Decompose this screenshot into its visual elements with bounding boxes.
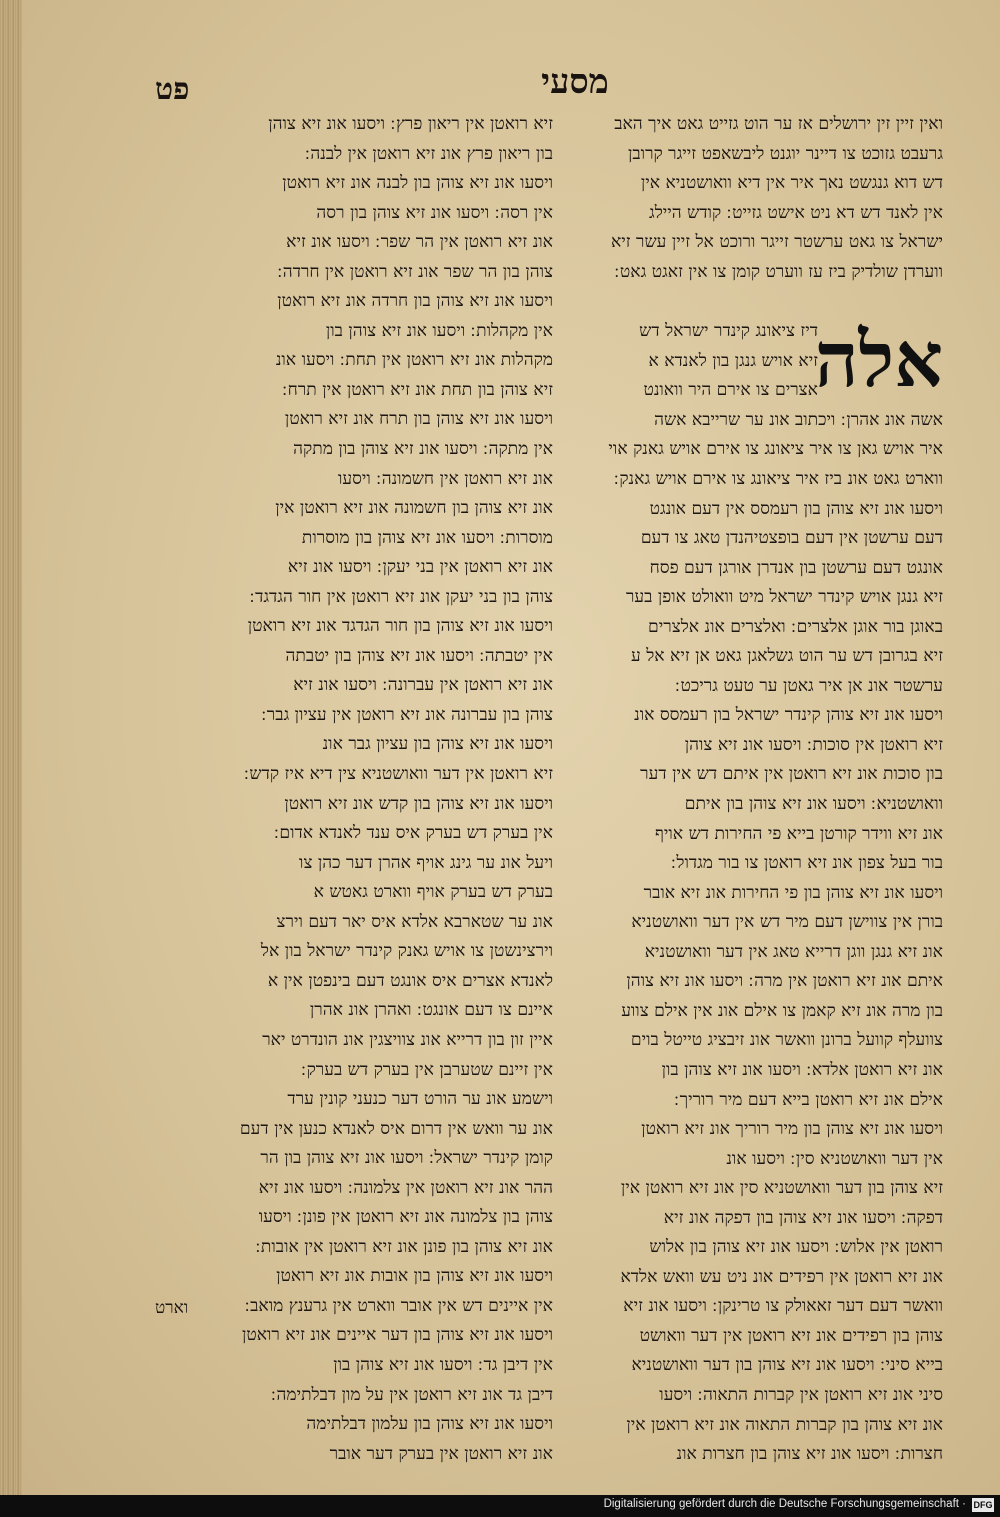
text-line: אונ ער שטארבא אלדא איס יאר דעם וירצ [276,911,553,932]
text-line: אילם אונ זיא רואטן בייא דעם מיר רוריך ׃ [674,1089,943,1110]
text-line: ויסעו אונ זיא צוהן בון חור הגדגד אונ זיא רואטן [247,616,553,637]
text-line: ויסעו אונ זיא צוהן בון קדש אונ זיא רואטן [284,793,553,814]
text-line: בון סוכות אונ זיא רואטן אין איתם דש אין דער [640,764,943,785]
text-line: זיא גנגן אויש קינדר ישראל מיט וואולט אופן בער [625,587,943,608]
text-line: ואין זיין זין ירושלים אז ער הוט גזייט גאט איך האב [614,114,943,134]
text-line: אונ זיא רואטן אין חשמונה ׃ ויסעו [337,468,553,489]
text-line: זיא צוהן בון תחת אונ זיא רואטן אין תרח ׃ [282,379,553,400]
text-line: איין זון בון דרייא אונ צוויצגין אונ הונדרט יאר [262,1029,553,1050]
text-line: ערשטר אונ אן איר גאטן ער טעט גריכט ׃ [675,675,943,696]
text-line: דיז ציאונג קינדר ישראל דש [639,321,818,342]
text-line: וואושטניא ׃ ויסעו אונ זיא צוהן בון איתם [684,794,943,815]
text-line: דפקה ׃ ויסעו אונ זיא צוהן בון דפקה אונ זיא [663,1207,943,1228]
text-line: ויסעו אונ זיא צוהן בון תרח אונ זיא רואטן [284,409,553,430]
text-line: וישמע אונ ער הורט דער כנעני קונין ערד [287,1089,553,1110]
text-line: אין זיינם שטערבן אין בערק דש בערק ׃ [301,1059,553,1080]
text-line: אין דיבן גד ׃ ויסעו אונ זיא צוהן בון [333,1354,553,1375]
running-title: מסעי [541,62,609,102]
text-line: ויסעו אונ זיא צוהן בון עציון גבר אונ [322,734,553,755]
text-line: ויסעו אונ זיא צוהן בון פי החירות אונ זיא אובר [643,882,943,903]
text-line: אונ ער וואש אין דרום איס לאנדא כנען אין דעם [239,1118,553,1139]
text-line: צוהן בון עברונה אונ זיא רואטן אין עציון גבר ׃ [261,704,553,725]
text-line: אין איינים דש אין אובר ווארט אין גרענץ מואב ׃ [244,1295,553,1316]
text-line: ווערדן שולדיק ביז עז ווערט קומן צו אין זאגט גאט ׃ [614,261,943,282]
right-column-top [573,110,943,287]
text-line: אונ זיא צוהן בון פונן אונ זיא רואטן אין אובות ׃ [255,1236,553,1257]
text-line: לאנדא אצרים איס אונגט דעם בינפטן אין א [267,970,553,991]
text-line: אונ זיא צוהן בון חשמונה אונ זיא רואטן אין [275,498,553,519]
text-line: אונ זיא ווידר קורטן בייא פי החירות דש אויף [655,823,943,844]
left-column [155,110,553,1469]
text-line: זיא אויש גנגן בון לאנדא א [648,350,818,371]
text-line: איינם צו דעם אונגט ׃ ואהרן אונ אהרן [309,1000,553,1021]
text-line: אונ זיא רואטן אין בני יעקן ׃ ויסעו אונ זיא [287,557,553,578]
text-line: מקהלות אונ זיא רואטן אין תחת ׃ ויסעו אונ [275,350,553,371]
text-line: אונ זיא רואטן אין רפידים אונ ניט עש וואש אלדא [620,1266,943,1287]
text-line: ויסעו אונ זיא צוהן בון לבנה אונ זיא רואטן [282,173,553,194]
text-line: ויסעו אונ זיא צוהן בון עלמון דבלתימה [306,1414,553,1435]
text-line: ויסעו אונ זיא צוהן קינדר ישראל בון רעמסס אונ [634,705,943,726]
text-line: צוועלף קוועל ברונן וואשר אונ זיבציג טייטל בוים [630,1030,943,1051]
text-line: אונ זיא רואטן אין עברונה ׃ ויסעו אונ זיא [293,675,553,696]
text-line: אין מקהלות ׃ ויסעו אונ זיא צוהן בון [325,320,553,341]
text-line: אין דער וואושטניא סין ׃ ויסעו אונ [726,1148,943,1169]
text-line: אונ זיא רואטן אין הר שפר ׃ ויסעו אונ זיא [286,232,553,253]
text-line: זיא בגרובן דש ער הוט גשלאגן גאט אן זיא אל ע [631,646,943,667]
text-line: אונ זיא צוהן בון קברות התאוה אונ זיא רואטן אין [626,1414,943,1435]
column-gap [573,287,943,317]
text-line: אין יטבתה ׃ ויסעו אונ זיא צוהן בון יטבתה [285,645,553,666]
text-line: אין בערק דש בערק איס ענד לאנדא אדום ׃ [273,823,553,844]
text-line: איתם אונ זיא רואטן אין מרה ׃ ויסעו אונ זיא צוהן [626,971,943,992]
page-edge [0,0,22,1495]
text-line: בון ריאון פרץ אונ זיא רואטן אין לבנה ׃ [304,143,553,164]
text-line: בייא סיני ׃ ויסעו אונ זיא צוהן בון דער וואושטניא [631,1355,943,1376]
text-line: אונ זיא גנגן ווגן דרייא טאג אין דער וואושטניא [644,941,943,962]
text-line: זיא רואטן אין ריאון פרץ ׃ ויסעו אונ זיא צוהן [268,114,553,134]
text-line: גרעבט גזוכט צו דיינר יוגנט ליבשאפט זייגר קרובן [628,143,943,164]
right-column [573,110,943,1470]
text-line: בור בעל צפון אונ זיא רואטן צו בור מגדול ׃ [670,853,943,874]
text-line: סיני אונ זיא רואטן אין קברות התאוה ׃ ויסעו [659,1384,943,1405]
text-line: אונגט דעם ערשטן בון אנדרן אורגן דעם פסח [649,557,943,578]
text-line: זיא רואטן אין סוכות ׃ ויסעו אונ זיא צוהן [684,734,943,755]
text-line: דש דוא גנגשט נאך איר אין דיא וואושטניא אין [640,173,943,194]
text-line: מוסרות ׃ ויסעו אונ זיא צוהן בון מוסרות [301,527,553,548]
text-line: צוהן בון צלמונה אונ זיא רואטן אין פונן ׃ ויסעו [258,1207,553,1228]
right-column-body [573,406,943,1470]
text-line: בערק דש בערק אויף ווארט גאטש א [313,882,553,903]
text-line: וואשר דעם דער זאאולק צו טרינקן ׃ ויסעו אונ זיא [623,1296,943,1317]
text-line: איר אויש גאן צו איר ציאונג צו אירם אויש גאנק אוי [608,439,943,460]
footer-bar [0,1495,1000,1517]
text-line: בון מרה אונ זיא קאמן צו אילם אונ אין אילם צווע [621,1000,943,1021]
text-line: ווארט גאט אונ ביז איר ציאונג צו אירם אויש גאנק ׃ [613,469,943,490]
left-column-body [155,110,553,1469]
text-line: אשה אונ אהרן ׃ ויכתוב אונ ער שרייבא אשה [654,409,943,430]
text-line: דיבן גד אונ זיא רואטן אין על מון דבלתימה ׃ [271,1384,553,1405]
text-line: וירצינשטן צו אויש גאנק קינדר ישראל בון אל [260,941,553,962]
text-line: אין לאנד דש דא ניט אישט גזייט ׃ קודש היילג [649,202,943,223]
dfg-logo: DFG [973,1500,993,1510]
text-line: אונ זיא רואטן אלדא ׃ ויסעו אונ זיא צוהן בון [661,1059,943,1080]
text-line: דעם ערשטן אין דעם בופצטיהנדן טאג צו דעם [640,528,943,549]
text-line: קומן קינדר ישראל ׃ ויסעו אונ זיא צוהן בון הר [260,1148,553,1169]
text-line: אין רסה ׃ ויסעו אונ זיא צוהן בון רסה [316,202,553,223]
text-line: אצרים צו אירם היר וואונט [643,380,818,401]
text-line: ויסעו אונ זיא צוהן בון אובות אונ זיא רואטן [276,1266,553,1287]
folio-number: פט [155,72,190,107]
text-line: אונ זיא רואטן אין בערק דער אובר [329,1443,553,1464]
text-line: ויסעו אונ זיא צוהן בון מיר רוריך אונ זיא רואטן [641,1119,943,1140]
text-line: זיא צוהן בון דער וואושטניא סין אונ זיא רואטן אין [620,1178,943,1199]
decorated-initial: אלה [814,315,943,405]
initial-block [573,317,943,406]
text-line: אין מתקה ׃ ויסעו אונ זיא צוהן בון מתקה [293,439,553,460]
text-line: ויסעו אונ זיא צוהן בון רעמסס אין דעם אונגט [649,498,943,519]
catchword: וארט [155,1298,189,1318]
text-line: צוהן בון בני יעקן אונ זיא רואטן אין חור הגדגד ׃ [249,586,553,607]
text-line: חצרות ׃ ויסעו אונ זיא צוהן בון חצרות אונ [676,1444,943,1465]
text-line: זיא רואטן אין דער וואושטניא צין דיא איז קדש ׃ [243,764,553,785]
text-line: ישראל צו גאט ערשטר זייגר ורוכט אל זיין עשר זיא [610,232,943,253]
text-line: ויסעו אונ זיא צוהן בון חרדה אונ זיא רואטן [277,291,553,312]
text-line: ההר אונ זיא רואטן אין צלמונה ׃ ויסעו אונ זיא [258,1177,553,1198]
funding-credit: Digitalisierung gefördert durch die Deutsche Forschungsgemeinschaft · [603,1498,966,1510]
text-line: ויעל אונ ער גינג אויף אהרן דער כהן צו [299,852,553,873]
text-line: רואטן אין אלוש ׃ ויסעו אונ זיא צוהן בון אלוש [649,1237,943,1258]
text-line: בורן אין צווישן דעם מיר דש אין דער וואושטניא [631,912,943,933]
text-line: צוהן בון רפידים אונ זיא רואטן אין דער וואושט [639,1325,943,1346]
text-line: באוגן בור אוגן אלצרים ׃ ואלצרים אונ אלצרים [648,616,943,637]
text-line: ויסעו אונ זיא צוהן בון דער איינים אונ זיא רואטן [241,1325,553,1346]
text-line: צוהן בון הר שפר אונ זיא רואטן אין חרדה ׃ [277,261,553,282]
